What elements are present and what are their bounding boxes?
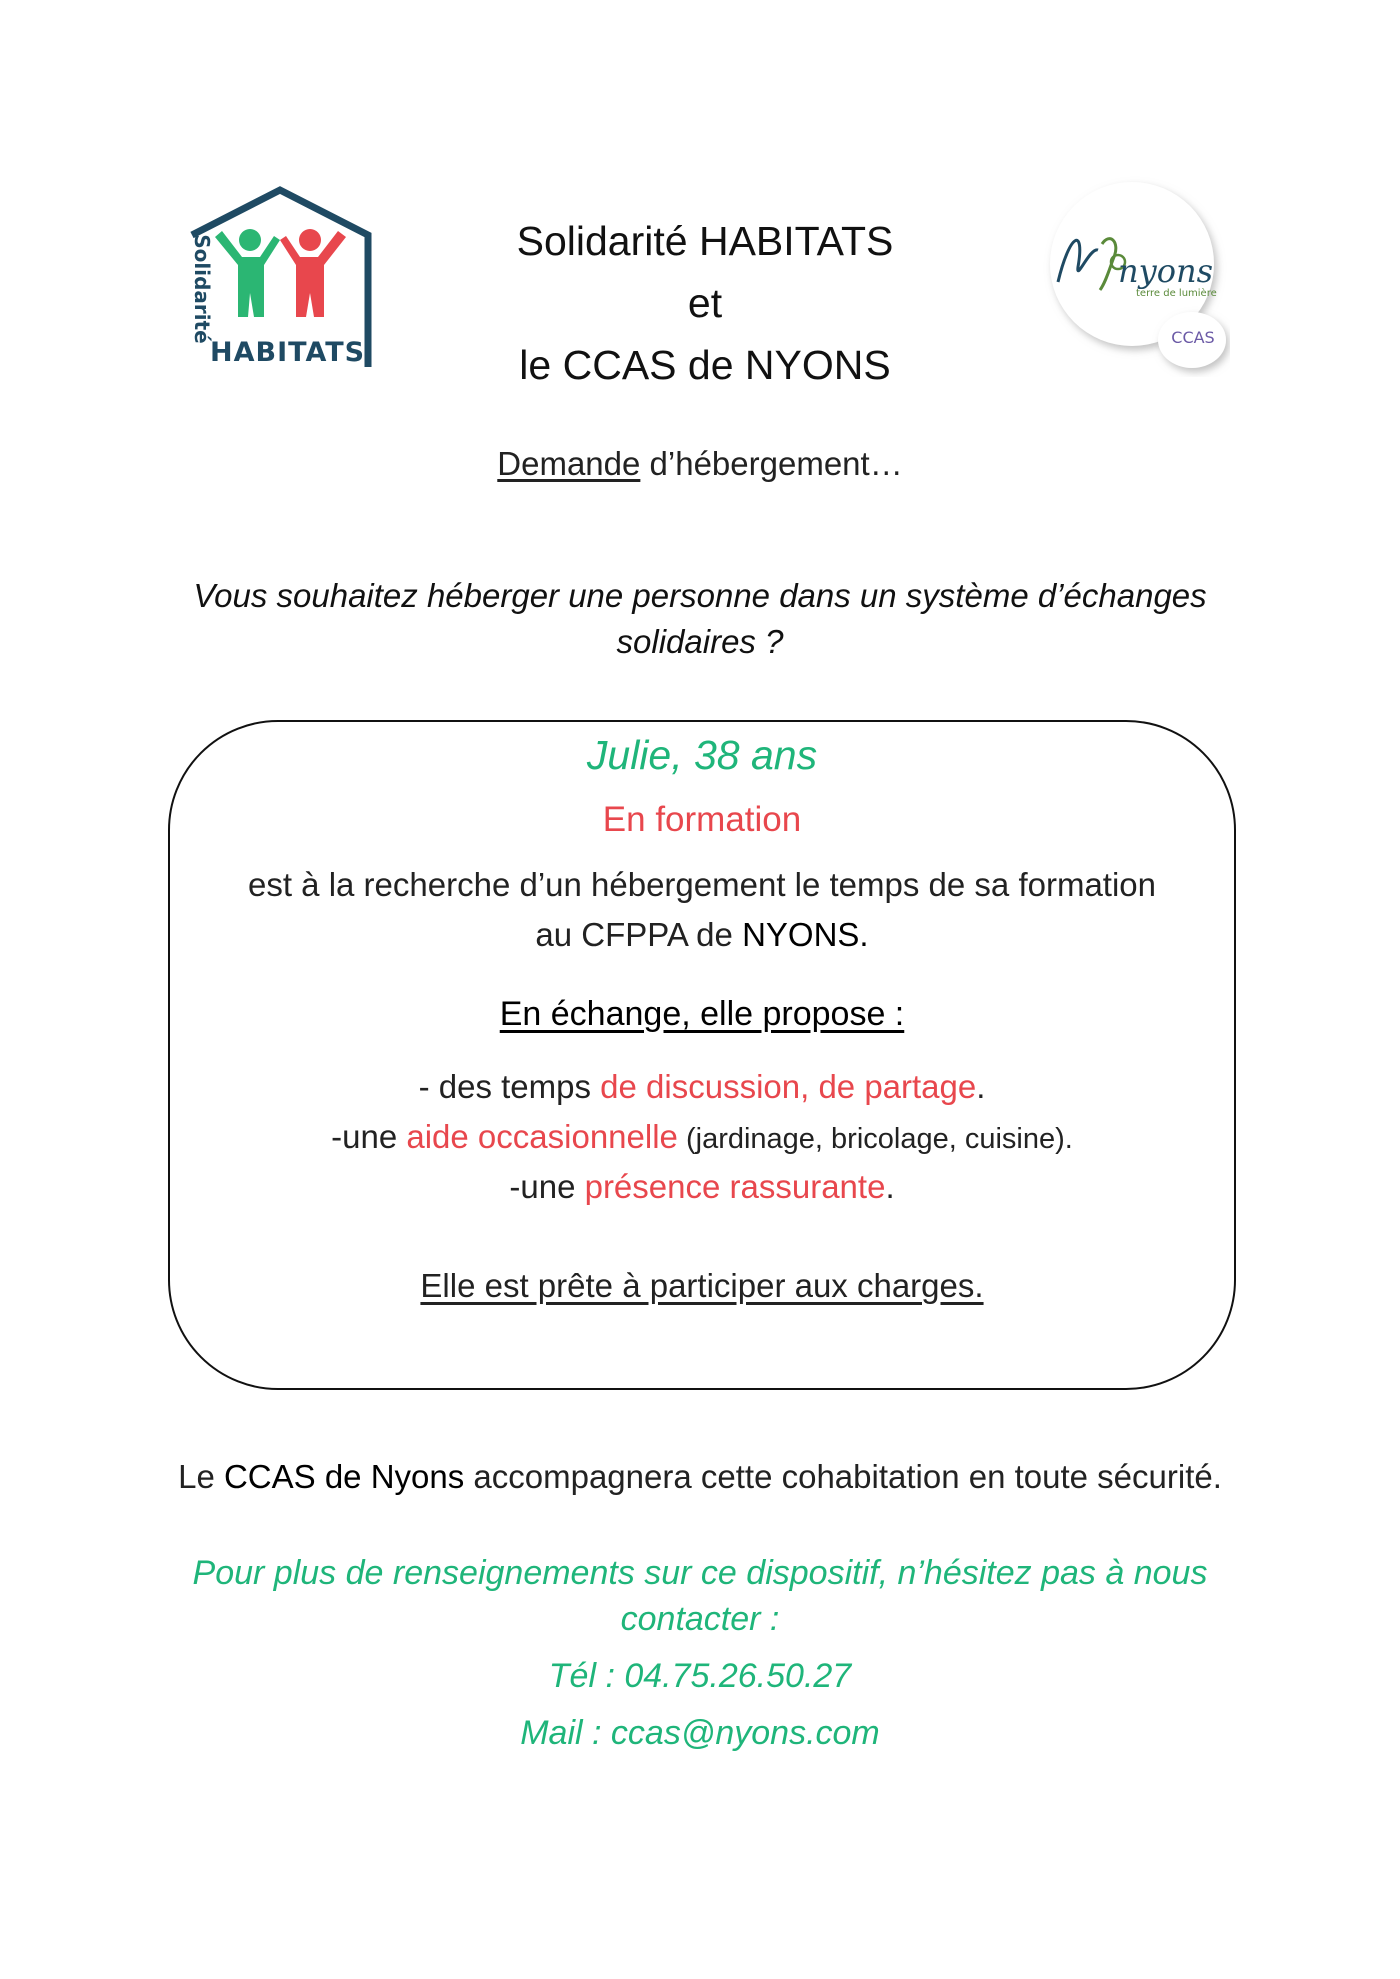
item2-highlight: aide occasionnelle bbox=[406, 1118, 678, 1155]
charges-text: Elle est prête à participer aux charges. bbox=[420, 1267, 984, 1304]
contact-mail: Mail : ccas@nyons.com bbox=[520, 1714, 880, 1752]
exchange-heading-row bbox=[168, 995, 1236, 1034]
offer-item-3 bbox=[168, 1168, 1236, 1206]
question-line-2: solidaires ? bbox=[616, 623, 784, 660]
support-org: CCAS de Nyons bbox=[223, 1458, 465, 1495]
title-line-2: et bbox=[687, 280, 723, 326]
nyons-ccas-logo bbox=[1040, 172, 1230, 377]
info-line-2: contacter : bbox=[620, 1600, 780, 1638]
offer-desc-line-1: est à la recherche d’un hébergement le temps de sa formation bbox=[247, 866, 1156, 903]
contact-phone: Tél : 04.75.26.50.27 bbox=[548, 1657, 852, 1695]
item3-suffix: . bbox=[885, 1168, 895, 1205]
offer-name: Julie, 38 ans bbox=[586, 732, 818, 778]
logo-right-badge: CCAS bbox=[1171, 328, 1215, 347]
logo-right-tagline: terre de lumière bbox=[1136, 288, 1217, 299]
item1-suffix: . bbox=[976, 1068, 986, 1105]
demand-line bbox=[200, 445, 1200, 483]
offer-item-1 bbox=[168, 1068, 1236, 1106]
support-line bbox=[100, 1458, 1300, 1496]
item2-suffix: (jardinage, bricolage, cuisine). bbox=[677, 1123, 1073, 1155]
item3-prefix: -une bbox=[509, 1168, 585, 1205]
title-line-3: le CCAS de NYONS bbox=[519, 342, 891, 388]
support-prefix: Le bbox=[178, 1458, 224, 1495]
logo-right-text: nyons bbox=[1118, 252, 1213, 290]
offer-desc-line-2 bbox=[168, 916, 1236, 954]
logo-left-text: HABITATS bbox=[210, 337, 366, 368]
solidarite-habitats-logo bbox=[180, 185, 380, 380]
charges-row bbox=[168, 1267, 1236, 1305]
offer-desc-2b: NYONS. bbox=[742, 916, 869, 953]
question-line-1: Vous souhaitez héberger une personne dans un système d’échanges bbox=[193, 577, 1207, 614]
offer-item-2 bbox=[168, 1118, 1236, 1156]
exchange-heading: En échange, elle propose : bbox=[499, 995, 905, 1033]
item3-highlight: présence rassurante bbox=[584, 1168, 886, 1205]
item1-highlight: de discussion, de partage bbox=[600, 1068, 977, 1105]
item2-prefix: -une bbox=[331, 1118, 407, 1155]
title-line-1: Solidarité HABITATS bbox=[516, 218, 894, 264]
support-suffix: accompagnera cette cohabitation en toute sécurité. bbox=[464, 1458, 1222, 1495]
demand-rest: d’hébergement… bbox=[640, 445, 903, 482]
logo-left-vertical-text: Solidarité bbox=[190, 234, 214, 344]
item1-prefix: - des temps bbox=[418, 1068, 601, 1105]
offer-status: En formation bbox=[602, 800, 802, 839]
offer-desc-2a: au CFPPA de bbox=[535, 916, 743, 953]
demand-underlined: Demande bbox=[497, 445, 641, 482]
info-line-1: Pour plus de renseignements sur ce dispositif, n’hésitez pas à nous bbox=[192, 1554, 1208, 1592]
